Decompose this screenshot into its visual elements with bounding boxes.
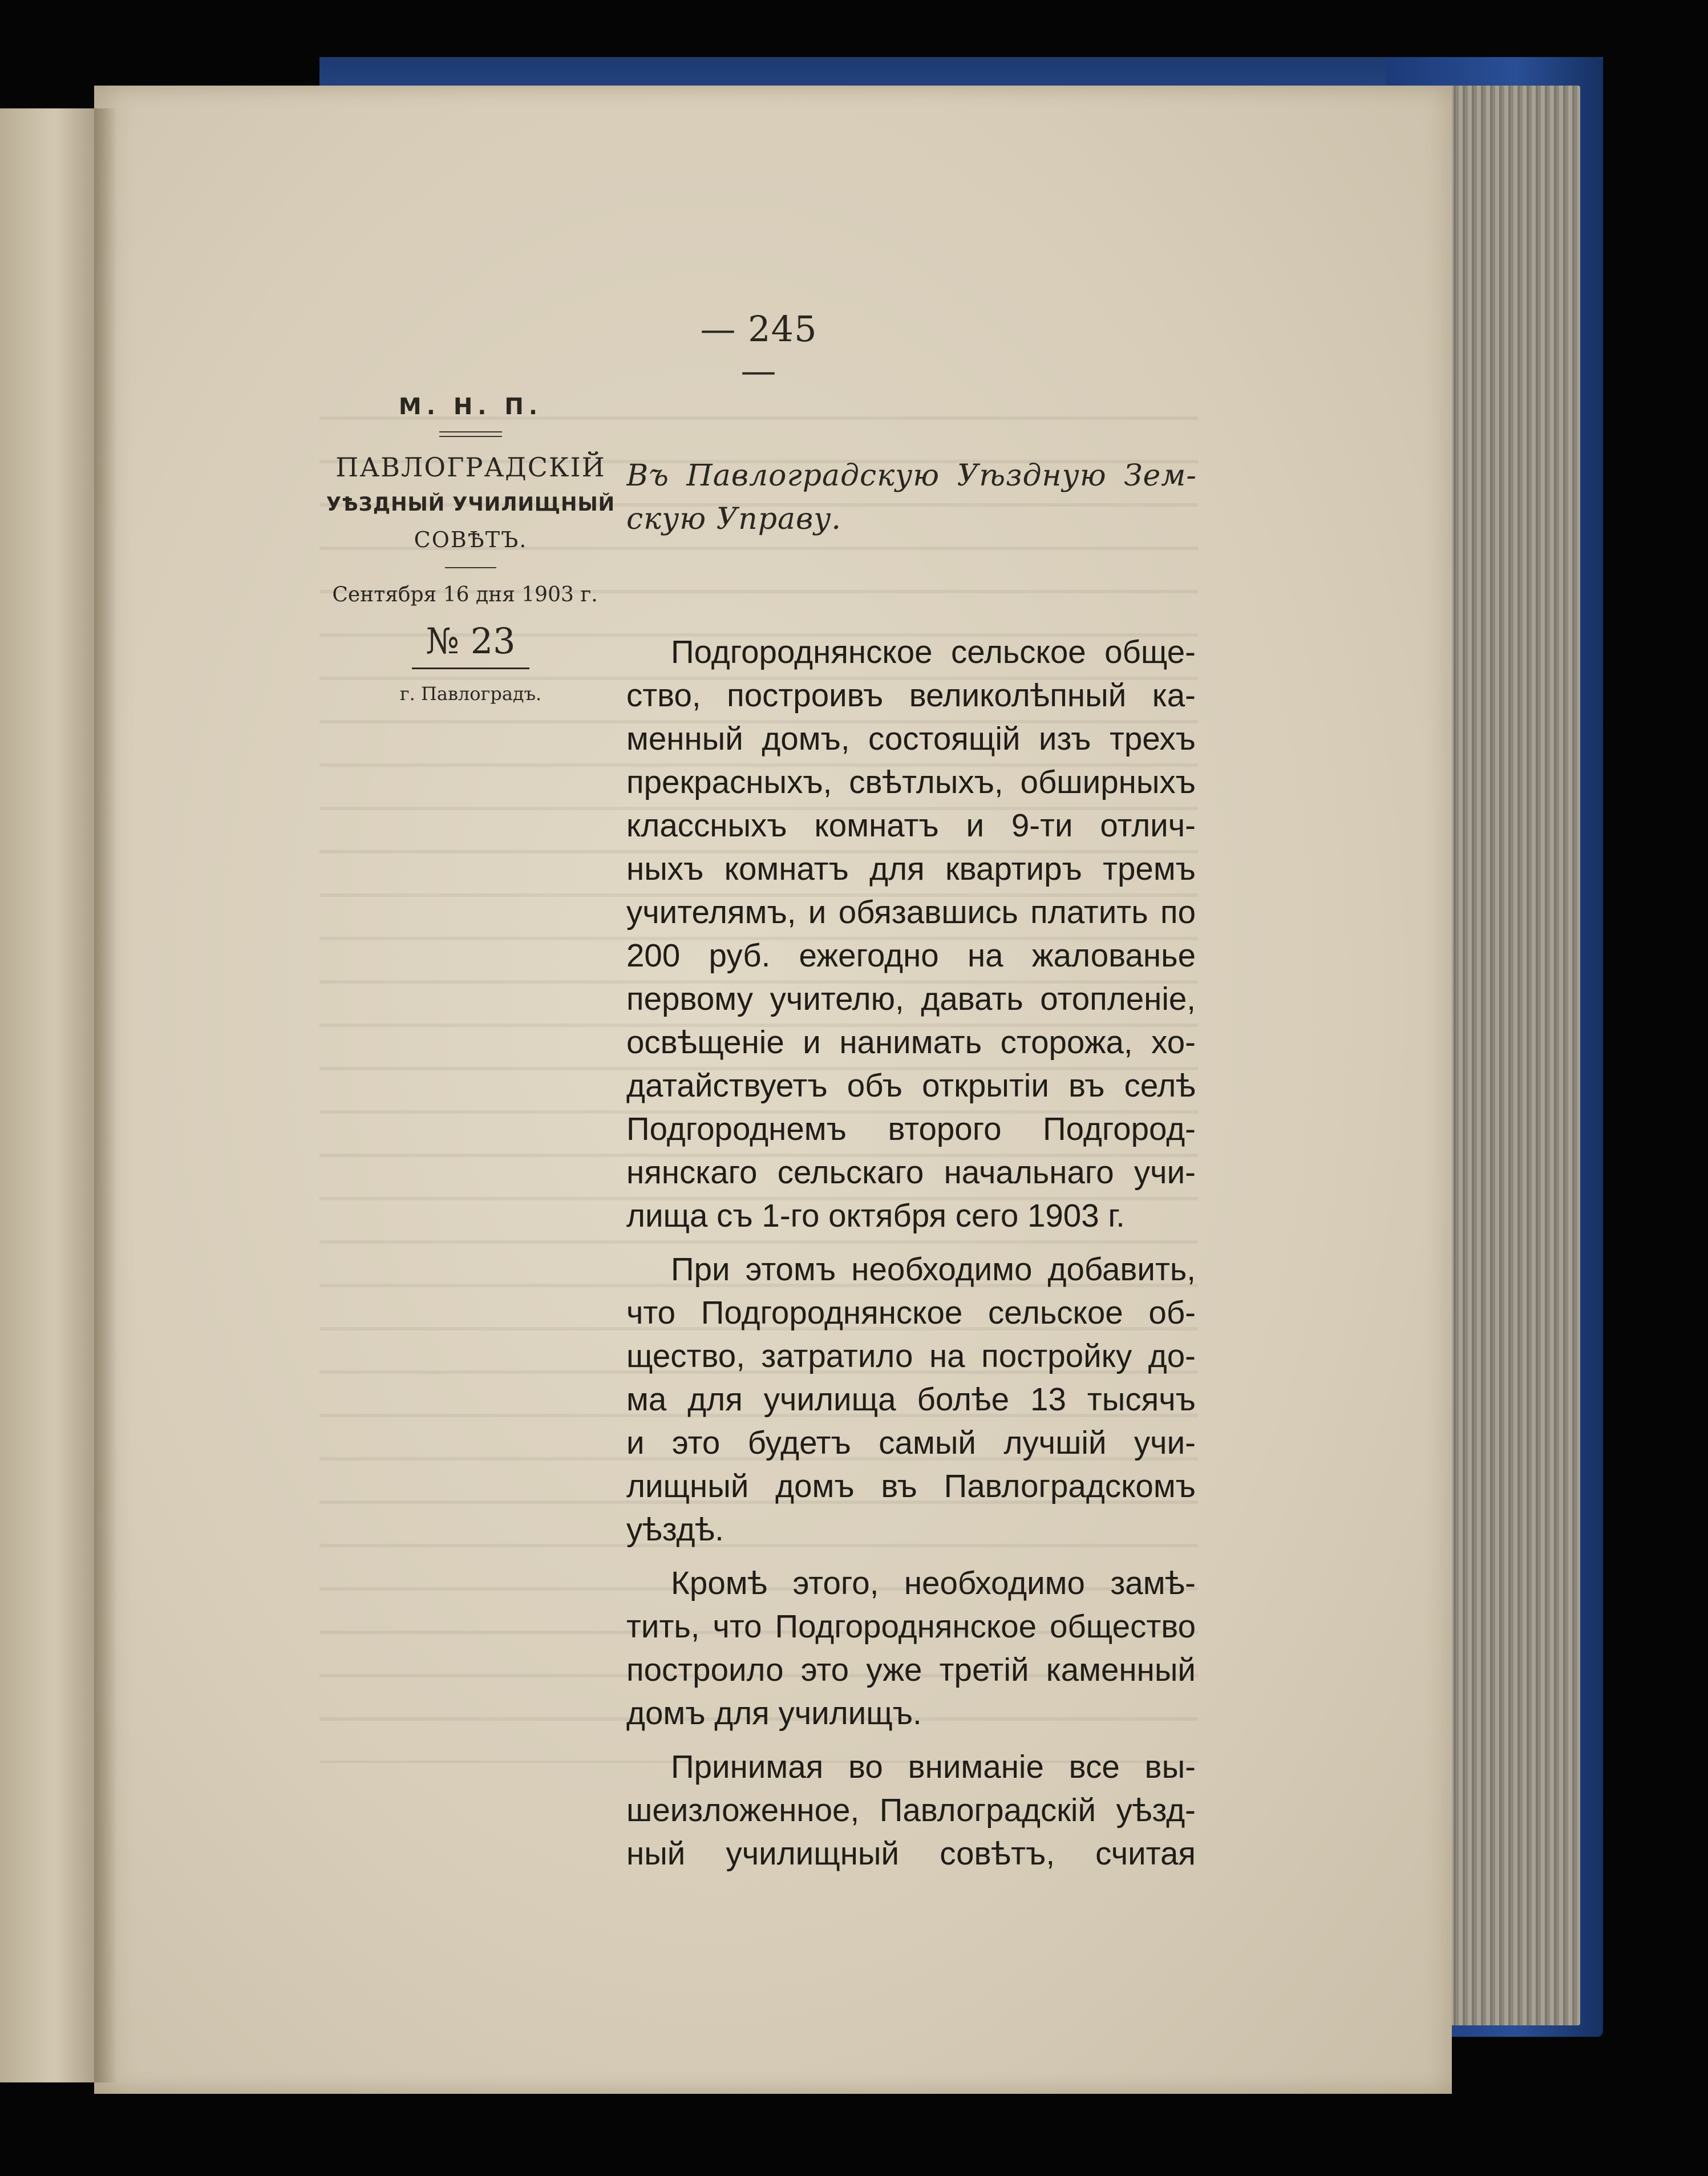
page-stack-edge [1438, 86, 1580, 2025]
page-number: — 245 — [700, 308, 817, 391]
text-line: ство, построивъ великолѣпный ка- [626, 677, 1196, 713]
text-line: лищный домъ въ Павлоградскомъ [626, 1468, 1196, 1504]
text-line: шеизложенное, Павлоградскiй уѣзд- [626, 1792, 1196, 1828]
paragraph [626, 1745, 1196, 1875]
text-line: ныхъ комнатъ для квартиръ тремъ [626, 851, 1196, 887]
document-date: Сентября 16 дня 1903 г. [332, 583, 598, 606]
double-rule [439, 431, 502, 437]
text-line: прекрасныхъ, свѣтлыхъ, обширныхъ [626, 764, 1196, 800]
document-number: № 23 [412, 620, 529, 669]
text-line: тить, что Подгороднянское общество [626, 1608, 1196, 1644]
text-line: нянскаго сельскаго начальнаго учи- [626, 1154, 1196, 1190]
text-line: менный домъ, состоящiй изъ трехъ [626, 721, 1196, 757]
org-name-line3: СОВѢТЪ. [414, 527, 528, 552]
text-line: датайствуетъ объ открытiи въ селѣ [626, 1067, 1196, 1103]
paragraph [626, 1248, 1196, 1551]
text-line: что Подгороднянское сельское об- [626, 1295, 1196, 1330]
org-name-line1: ПАВЛОГРАДСКIЙ [335, 452, 606, 483]
gutter-shadow [94, 108, 117, 2082]
text-line: классныхъ комнатъ и 9-ти отлич- [626, 807, 1196, 843]
paragraph [626, 630, 1196, 1237]
text-line: домъ для училищъ. [626, 1695, 922, 1731]
text-line: учителямъ, и обязавшись платить по [626, 894, 1196, 930]
text-line: ный училищный совѣтъ, считая [626, 1835, 1196, 1871]
text-line: построило это уже третiй каменный [626, 1652, 1196, 1688]
text-line: лища съ 1-го октября сего 1903 г. [626, 1198, 1125, 1233]
text-line: и это будетъ самый лучшiй учи- [626, 1425, 1196, 1461]
text-line: Кромѣ этого, необходимо замѣ- [671, 1565, 1196, 1601]
addressee-line: Въ Павлоградскую Уѣздную Зем- [626, 459, 1197, 493]
text-line: При этомъ необходимо добавить, [671, 1251, 1196, 1287]
text-line: первому учителю, давать отопленiе, [626, 981, 1196, 1017]
addressee [626, 454, 1197, 540]
letterhead-block [319, 394, 622, 705]
text-line: Подгороднянское сельское обще- [671, 634, 1196, 670]
letter-body [626, 630, 1196, 1886]
text-line: щество, затратило на постройку до- [626, 1338, 1196, 1374]
addressee-line: скую Управу. [626, 502, 841, 536]
paragraph [626, 1562, 1196, 1735]
text-line: уѣздѣ. [626, 1511, 724, 1547]
text-line: Принимая во вниманiе все вы- [671, 1749, 1196, 1785]
rule [445, 567, 496, 568]
text-line: освѣщенiе и нанимать сторожа, хо- [626, 1024, 1196, 1060]
text-line: 200 руб. ежегодно на жалованье [626, 937, 1196, 973]
facing-page-edge [0, 108, 100, 2082]
ministry-abbrev: М. Н. П. [398, 394, 543, 420]
org-name-line2: УѢЗДНЫЙ УЧИЛИЩНЫЙ [326, 493, 616, 516]
text-line: ма для училища болѣе 13 тысячъ [626, 1381, 1196, 1417]
text-line: Подгороднемъ второго Подгород- [626, 1111, 1196, 1147]
document-place: г. Павлоградъ. [399, 683, 542, 705]
